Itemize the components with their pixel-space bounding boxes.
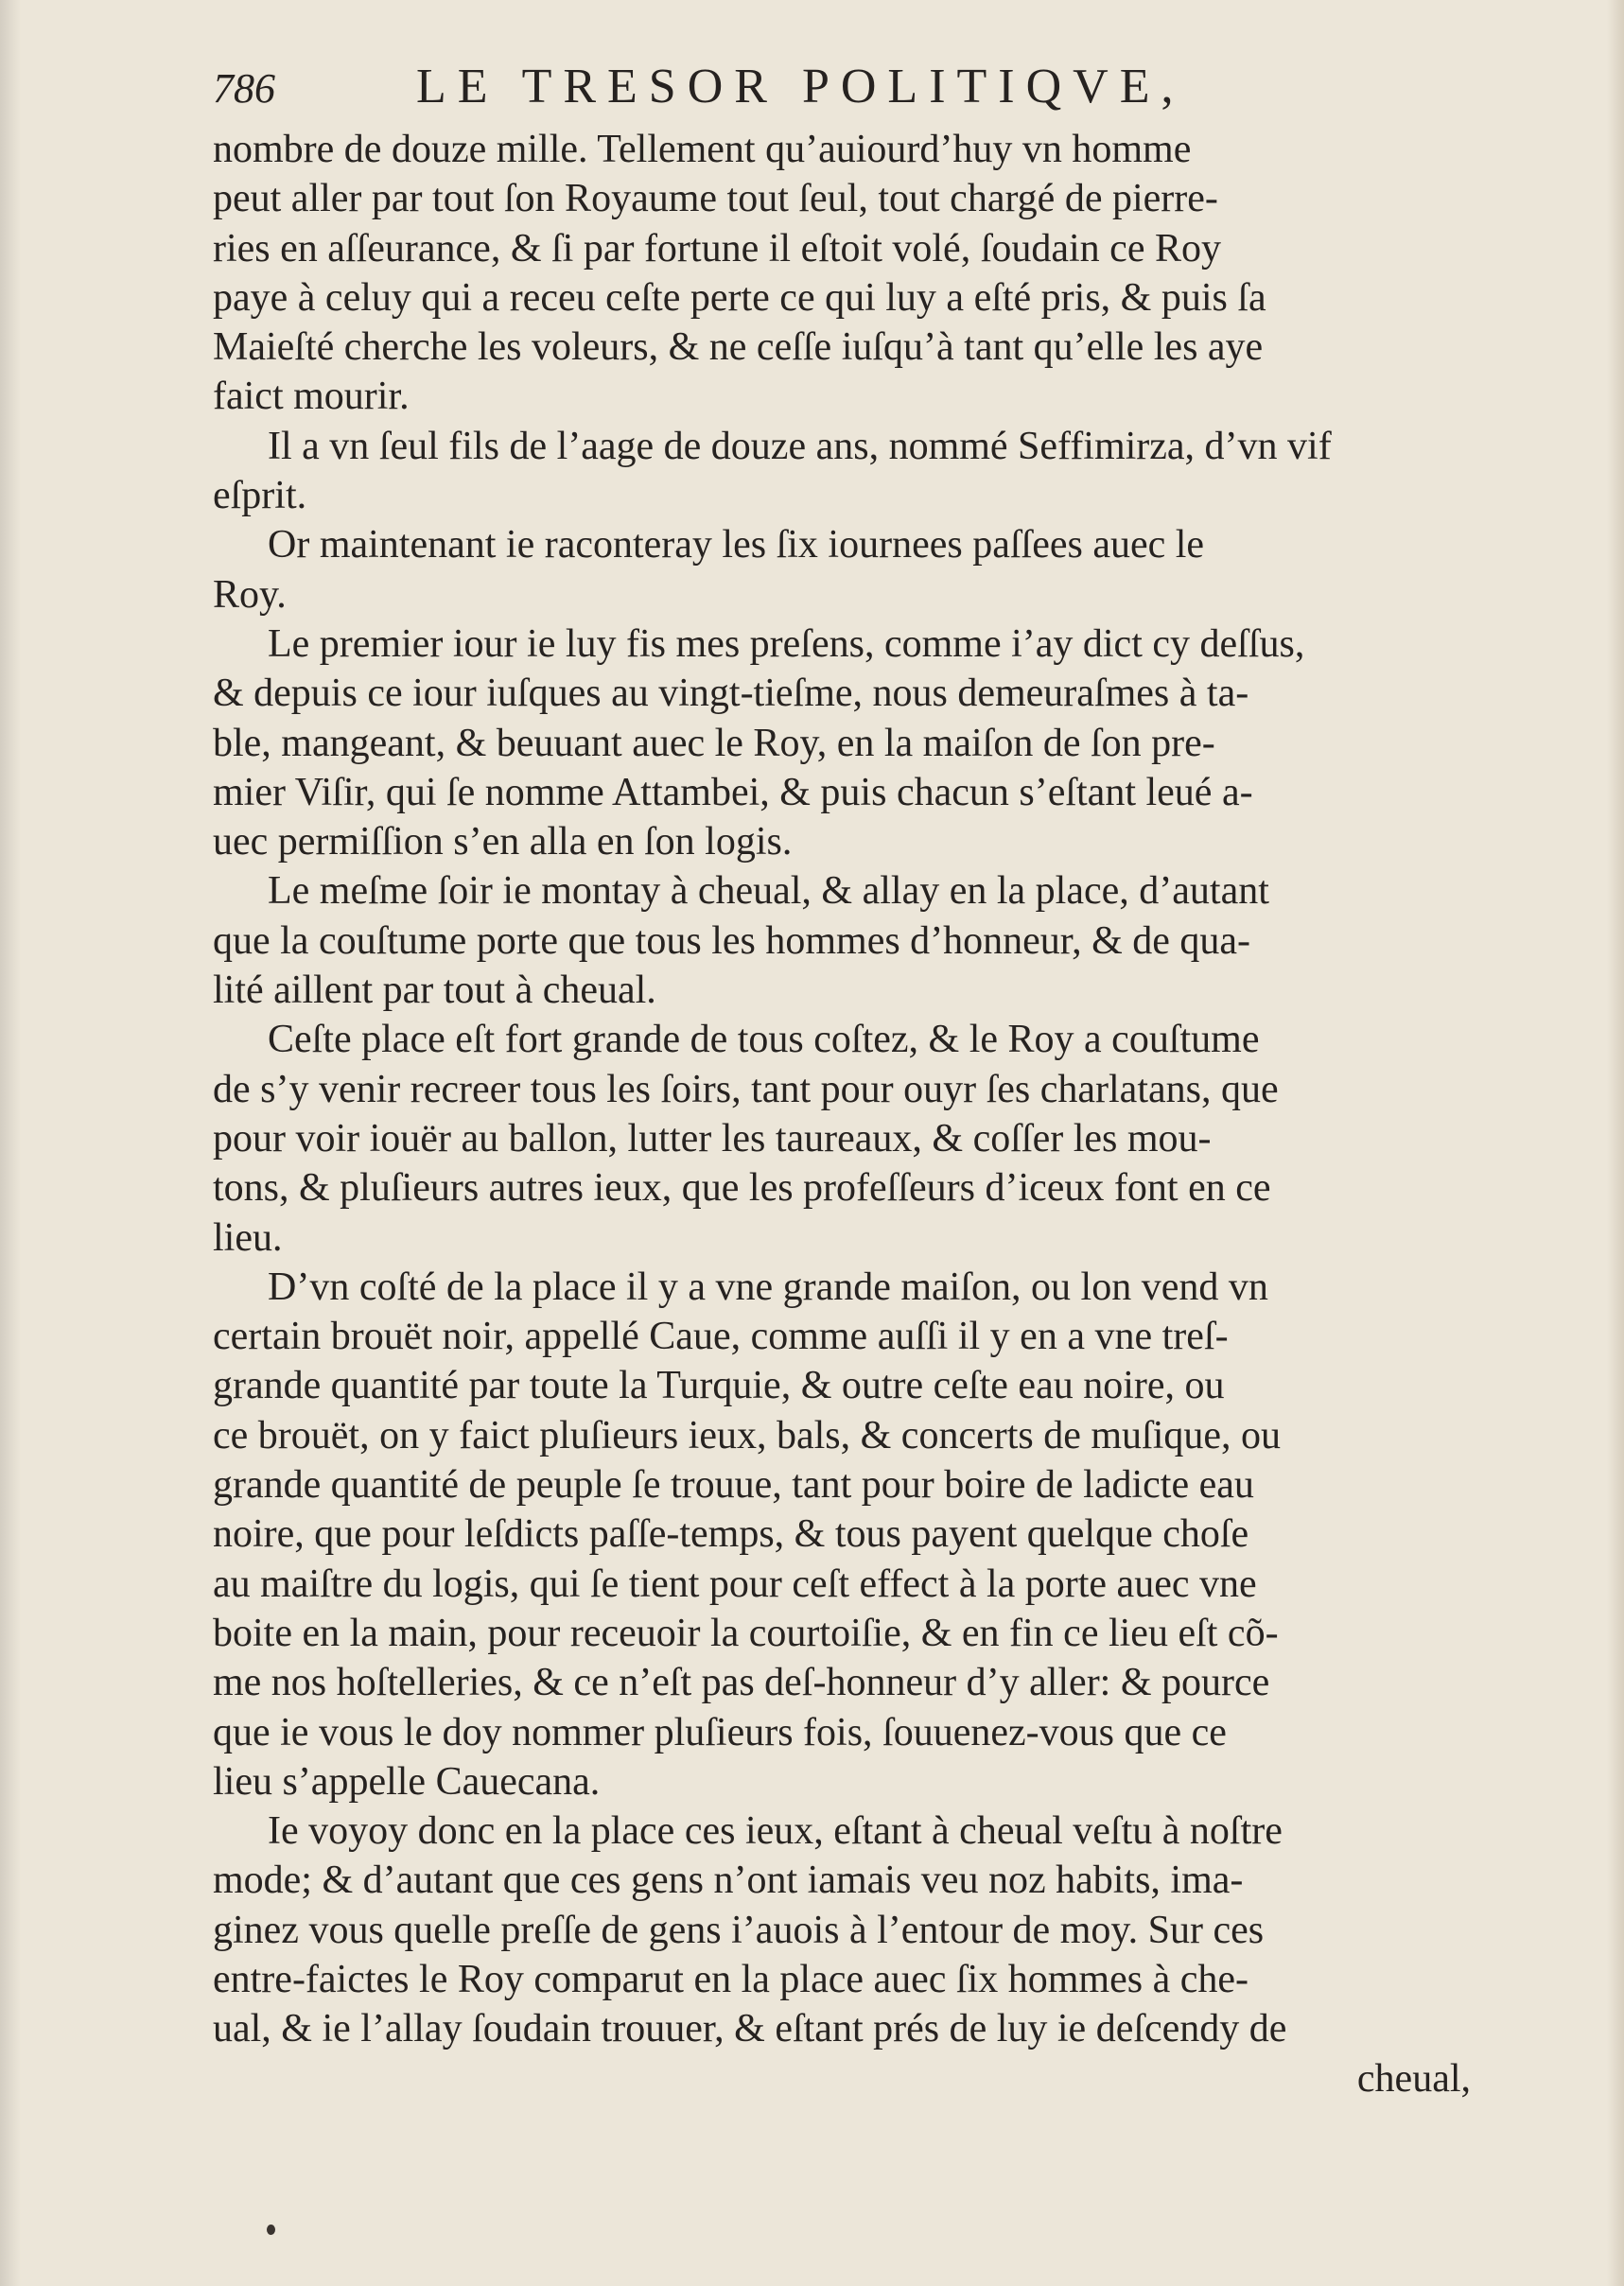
text-line: ce brouët, on y faict pluſieurs ieux, bals, & concerts de muſique, ou <box>213 1413 1282 1457</box>
text-line: lieu. <box>213 1215 283 1260</box>
text-line: mode; & d’autant que ces gens n’ont iamais veu noz habits, ima- <box>213 1858 1244 1903</box>
text-line: noire, que pour leſdicts paſſe-temps, & tous payent quelque choſe <box>213 1512 1249 1557</box>
text-line: boite en la main, pour receuoir la courtoiſie, & en fin ce lieu eſt cõ- <box>213 1611 1279 1655</box>
text-line: & depuis ce iour iuſques au vingt-tieſme, nous demeuraſmes à ta- <box>213 672 1249 716</box>
text-line: ble, mangeant, & beuuant auec le Roy, en la maiſon de ſon pre- <box>213 721 1215 765</box>
text-line: D’vn coſté de la place il y a vne grande maiſon, ou lon vend vn <box>268 1265 1268 1309</box>
text-line: ries en aſſeurance, & ſi par fortune il eſtoit volé, ſoudain ce Roy <box>213 226 1221 270</box>
text-line: tons, & pluſieurs autres ieux, que les profeſſeurs d’iceux font en ce <box>213 1166 1271 1211</box>
text-line: eſprit. <box>213 474 307 518</box>
text-line: ual, & ie l’allay ſoudain trouuer, & eſtant prés de luy ie deſcendy de <box>213 2007 1287 2051</box>
text-line: grande quantité de peuple ſe trouue, tant pour boire de ladicte eau <box>213 1463 1254 1508</box>
text-line: ginez vous quelle preſſe de gens i’auois à l’entour de moy. Sur ces <box>213 1908 1265 1952</box>
text-line: Le meſme ſoir ie montay à cheual, & allay en la place, d’autant <box>268 869 1269 914</box>
text-line: Maieſté cherche les voleurs, & ne ceſſe iuſqu’à tant qu’elle les aye <box>213 325 1264 370</box>
text-line: que la couſtume porte que tous les hommes d’honneur, & de qua- <box>213 918 1251 963</box>
text-line: au maiſtre du logis, qui ſe tient pour ceſt effect à la porte auec vne <box>213 1562 1257 1606</box>
text-line: pour voir iouër au ballon, lutter les taureaux, & coſſer les mou- <box>213 1116 1212 1160</box>
page-edge <box>1607 0 1624 2286</box>
text-line: lité aillent par tout à cheual. <box>213 968 656 1013</box>
body-text <box>213 125 1471 2103</box>
text-line: faict mourir. <box>213 375 410 419</box>
page-number: 786 <box>213 65 275 112</box>
text-line: de s’y venir recreer tous les ſoirs, tant pour ouyr ſes charlatans, que <box>213 1067 1279 1111</box>
text-line: Ceſte place eſt fort grande de tous coſtez, & le Roy a couſtume <box>268 1018 1260 1062</box>
text-line: nombre de douze mille. Tellement qu’auiourd’huy vn homme <box>213 128 1192 171</box>
ink-spot <box>267 2225 275 2235</box>
text-line: Ie voyoy donc en la place ces ieux, eſtant à cheual veſtu à noſtre <box>268 1809 1283 1854</box>
text-line: que ie vous le doy nommer pluſieurs fois, ſouuenez-vous que ce <box>213 1710 1227 1754</box>
text-line: Roy. <box>213 572 287 617</box>
text-line: uec permiſſion s’en alla en ſon logis. <box>213 820 793 864</box>
text-line: Or maintenant ie raconteray les ſix iournees paſſees auec le <box>268 523 1205 567</box>
text-line: Il a vn ſeul fils de l’aage de douze ans, nommé Seffimirza, d’vn vif <box>268 424 1332 468</box>
text-line: certain brouët noir, appellé Caue, comme auſſi il y en a vne treſ- <box>213 1315 1229 1359</box>
text-line: mier Viſir, qui ſe nomme Attambei, & puis chacun s’eſtant leué a- <box>213 770 1253 814</box>
text-line: peut aller par tout ſon Royaume tout ſeul, tout chargé de pierre- <box>213 177 1218 221</box>
text-line: paye à celuy qui a receu ceſte perte ce qui luy a eſté pris, & puis ſa <box>213 275 1266 320</box>
text-line: grande quantité par toute la Turquie, & outre ceſte eau noire, ou <box>213 1364 1225 1408</box>
catchword: cheual, <box>1356 2056 1471 2101</box>
text-line: Le premier iour ie luy fis mes preſens, comme i’ay dict cy deſſus, <box>268 621 1305 666</box>
text-line: lieu s’appelle Cauecana. <box>213 1759 601 1804</box>
page-header <box>213 59 1471 134</box>
text-line: entre-faictes le Roy comparut en la place auec ſix hommes à che- <box>213 1957 1249 2001</box>
page-gutter-shadow <box>0 0 21 2286</box>
text-line: me nos hoſtelleries, & ce n’eſt pas deſ-honneur d’y aller: & pource <box>213 1661 1270 1705</box>
running-title: LE TRESOR POLITIQVE, <box>416 60 1185 113</box>
